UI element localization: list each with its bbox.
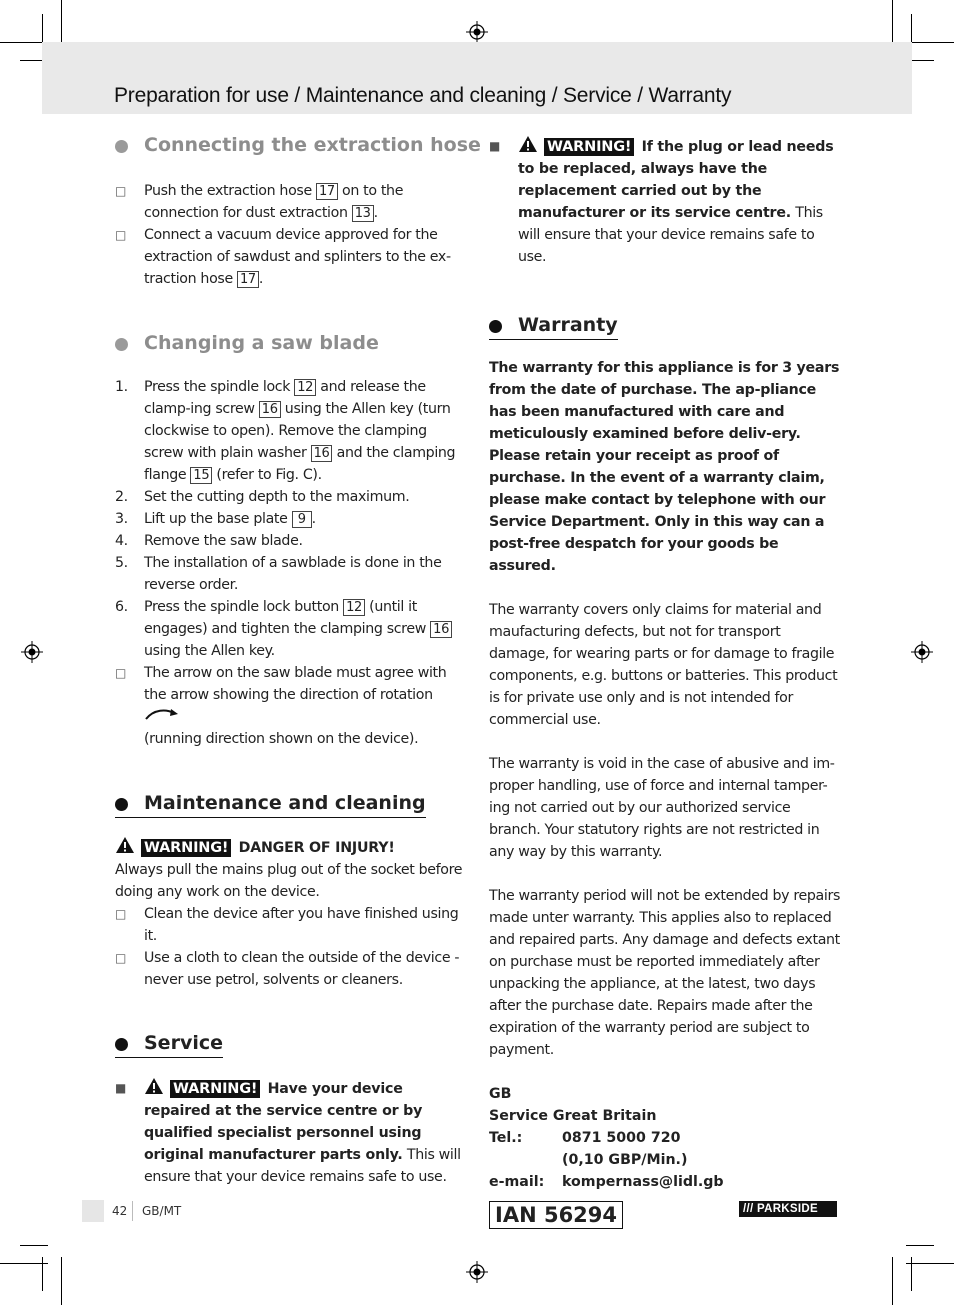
left-column (115, 130, 481, 1188)
part-ref: 16 (311, 445, 333, 462)
bullet-dot-icon (115, 1038, 128, 1051)
page-number: 42 (112, 1204, 128, 1218)
section-heading-sawblade: Changing a saw blade (115, 330, 467, 356)
section-heading-maintenance: Maintenance and cleaning (115, 790, 467, 818)
part-ref: 13 (352, 205, 374, 222)
language-code: GB/MT (142, 1204, 182, 1218)
warning-block: WARNING! DANGER OF INJURY! (115, 836, 467, 859)
part-ref: 12 (294, 379, 316, 396)
list-item: □ Connect a vacuum device approved for the extraction of sawdust and splinters to the ex-traction hose 17 . (115, 224, 467, 290)
section-heading-warranty: Warranty (489, 312, 841, 340)
warning-triangle-icon (518, 135, 538, 153)
square-bullet-icon: □ (115, 184, 126, 198)
crop-mark (0, 42, 48, 43)
warning-badge: WARNING! (544, 138, 634, 156)
warning-triangle-icon (115, 836, 135, 854)
part-ref: 15 (190, 467, 212, 484)
warning-text: Always pull the mains plug out of the socket before doing any work on the device. (115, 862, 463, 900)
list-item: □ Use a cloth to clean the outside of the device - never use petrol, solvents or cleaners. (115, 947, 467, 991)
part-ref: 16 (259, 401, 281, 418)
square-bullet-icon: ■ (489, 139, 501, 153)
warranty-paragraph: The warranty covers only claims for material and maufacturing defects, but not for transport damage, for wearing parts or for damage to fragile components, e.g. buttons or batteries. This product is for private use only and is not intended for commercial use. (489, 602, 838, 728)
contact-name: Service Great Britain (489, 1108, 657, 1124)
crop-mark (911, 1257, 912, 1291)
bullet-dot-icon (489, 320, 502, 333)
crop-mark (20, 1245, 48, 1246)
square-bullet-icon: □ (115, 228, 126, 242)
list-item: 2. Set the cutting depth to the maximum. (115, 489, 410, 505)
section-heading-service: Service (115, 1030, 467, 1058)
contact-details (489, 1127, 841, 1193)
section-heading-extraction: Connecting the extraction hose (115, 132, 467, 158)
registration-mark-icon (466, 21, 488, 43)
bullet-dot-icon (115, 338, 128, 351)
registration-mark-icon (466, 1261, 488, 1283)
list-item: ■ WARNING! Have your device repaired at the service centre or by qualified specialist personnel using original manufacturer parts only. This will ensure that your device remains safe to use. (115, 1077, 467, 1188)
right-column (489, 130, 841, 1229)
list-item: 4. Remove the saw blade. (115, 533, 303, 549)
tel-label: Tel.: (489, 1130, 523, 1146)
parkside-logo: /// PARKSIDE (739, 1201, 837, 1217)
crop-mark (892, 1257, 893, 1305)
part-ref: 17 (237, 271, 259, 288)
warning-badge: WARNING! (170, 1080, 260, 1098)
list-item: □ The arrow on the saw blade must agree with the arrow showing the direction of rotation (running direction shown on the device). (115, 662, 467, 750)
list-item: 1. Press the spindle lock 12 and release the clamp-ing screw 16 using the Allen key (turn clockwise to open). Remove the clamping screw with plain washer 16 and the clamping flange 15 (refer to Fig. C). (115, 379, 456, 483)
warranty-summary: The warranty for this appliance is for 3 years from the date of purchase. The ap-pliance has been manufactured with care and meticulously examined before deliv-ery. Please retain your receipt as proof of purchase. In the event of a warranty claim, please make contact by telephone with our Service Department. Only in this way can a post-free despatch for your goods be assured. (489, 360, 840, 574)
list-item: ■ WARNING! If the plug or lead needs to be replaced, always have the replacement carried out by the manufacturer or its service centre. This will ensure that your device remains safe to use. (489, 135, 841, 268)
tel-rate: (0,10 GBP/Min.) (562, 1152, 688, 1168)
registration-mark-icon (21, 641, 43, 663)
contact-country: GB (489, 1086, 512, 1102)
part-ref: 9 (292, 511, 312, 528)
square-bullet-icon: □ (115, 666, 126, 680)
square-bullet-icon: ■ (115, 1081, 127, 1095)
square-bullet-icon: □ (115, 951, 126, 965)
registration-mark-icon (911, 641, 933, 663)
bullet-dot-icon (115, 140, 128, 153)
crop-mark (61, 0, 62, 48)
part-ref: 17 (316, 183, 338, 200)
part-ref: 12 (343, 599, 365, 616)
crop-mark (0, 1263, 48, 1264)
footer-divider (132, 1201, 133, 1221)
warranty-paragraph: The warranty is void in the case of abusive and im-proper handling, use of force and internal tamper-ing not carried out by our authorized service branch. Your statutory rights are not restricted in any way by this warranty. (489, 756, 835, 860)
list-item: 6. Press the spindle lock button 12 (until it engages) and tighten the clamping screw 16 using the Allen key. (115, 596, 467, 662)
crop-mark (906, 1263, 954, 1264)
email-value[interactable]: kompernass@lidl.gb (562, 1174, 724, 1190)
crop-mark (61, 1257, 62, 1305)
list-item: 3. Lift up the base plate 9 . (115, 511, 316, 527)
ian-number: IAN 56294 (489, 1201, 623, 1229)
list-item: □ Clean the device after you have finished using it. (115, 903, 467, 947)
bullet-dot-icon (115, 798, 128, 811)
crop-mark (906, 42, 954, 43)
footer-tab (82, 1200, 104, 1222)
warranty-paragraph: The warranty period will not be extended by repairs made unter warranty. This applies also to replaced and repaired parts. Any damage and defects extant on purchase must be reported immediately after unpacking the appliance, at the latest, two days after the purchase date. Repairs made after the expiration of the warranty period are subject to payment. (489, 888, 840, 1058)
list-item: 5. The installation of a sawblade is done in the reverse order. (115, 555, 442, 593)
crop-mark (892, 0, 893, 48)
crop-mark (906, 1245, 934, 1246)
email-label: e-mail: (489, 1174, 545, 1190)
warning-triangle-icon (144, 1077, 164, 1095)
tel-value: 0871 5000 720 (562, 1130, 681, 1146)
crop-mark (42, 1257, 43, 1291)
rotation-arrow-icon (144, 707, 180, 721)
warning-badge: WARNING! (141, 839, 231, 857)
page-title: Preparation for use / Maintenance and cleaning / Service / Warranty (114, 84, 732, 107)
square-bullet-icon: □ (115, 907, 126, 921)
part-ref: 16 (430, 621, 452, 638)
list-item: □ Push the extraction hose 17 on to the connection for dust extraction 13 . (115, 180, 467, 224)
